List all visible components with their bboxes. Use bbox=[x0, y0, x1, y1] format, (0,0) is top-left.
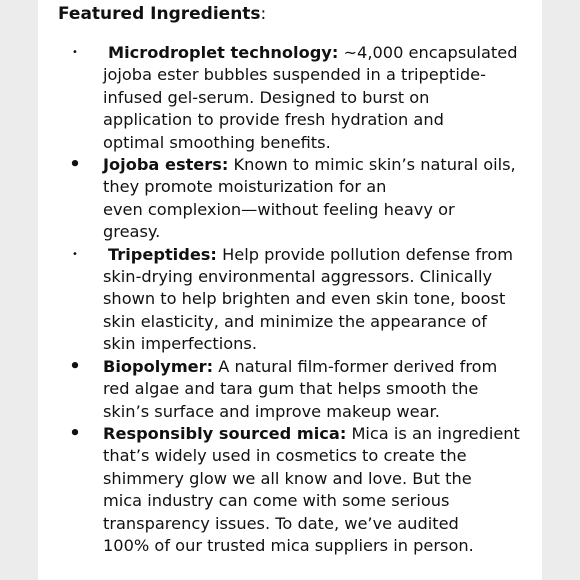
ingredient-line: mica industry can come with some serious bbox=[103, 491, 450, 511]
section-heading-colon: : bbox=[260, 4, 267, 24]
ingredient-line: skin’s surface and improve makeup wear. bbox=[103, 401, 440, 421]
ingredient-line: Responsibly sourced mica: Mica is an ingredient bbox=[103, 423, 520, 443]
bullet-icon: • bbox=[69, 154, 81, 176]
list-item bbox=[0, 154, 580, 244]
ingredient-line: they promote moisturization for an bbox=[103, 177, 387, 197]
ingredient-name: Jojoba esters: bbox=[103, 155, 229, 175]
ingredient-line: red algae and tara gum that helps smooth the bbox=[103, 379, 479, 399]
section-heading bbox=[58, 3, 266, 26]
ingredient-description bbox=[103, 356, 533, 423]
ingredient-description bbox=[103, 423, 533, 557]
bullet-icon: • bbox=[69, 422, 81, 444]
ingredient-line: transparency issues. To date, we’ve audited bbox=[103, 513, 459, 533]
ingredient-line: Biopolymer: A natural film-former derived from bbox=[103, 356, 498, 376]
list-item bbox=[0, 356, 580, 423]
ingredient-name: Tripeptides: bbox=[108, 244, 217, 264]
ingredient-line: application to provide fresh hydration and bbox=[103, 110, 444, 130]
ingredient-list bbox=[0, 42, 580, 557]
bullet-icon: • bbox=[72, 248, 78, 260]
list-item bbox=[0, 42, 580, 154]
ingredient-line: shown to help brighten and even skin tone, boost bbox=[103, 289, 506, 309]
ingredient-line: infused gel-serum. Designed to burst on bbox=[103, 87, 430, 107]
bullet-icon: • bbox=[72, 47, 78, 58]
ingredient-line: Tripeptides: Help provide pollution defense from bbox=[108, 244, 513, 264]
ingredient-description bbox=[103, 244, 533, 356]
list-item bbox=[0, 423, 580, 557]
ingredient-line: even complexion—without feeling heavy or bbox=[103, 199, 455, 219]
ingredient-line: skin-drying environmental aggressors. Clinically bbox=[103, 267, 493, 287]
ingredient-line: skin imperfections. bbox=[103, 334, 258, 354]
ingredient-line: greasy. bbox=[103, 222, 161, 242]
ingredient-line: Microdroplet technology: ~4,000 encapsulated bbox=[108, 43, 518, 62]
ingredient-line: skin elasticity, and minimize the appearance of bbox=[103, 311, 487, 331]
section-heading-title: Featured Ingredients bbox=[58, 4, 261, 24]
bullet-icon: • bbox=[69, 355, 81, 377]
list-item bbox=[0, 244, 580, 356]
ingredient-description bbox=[103, 154, 533, 244]
ingredient-line: jojoba ester bubbles suspended in a tripeptide- bbox=[103, 65, 486, 85]
ingredient-line: optimal smoothing benefits. bbox=[103, 132, 331, 152]
ingredient-line: shimmery glow we all know and love. But the bbox=[103, 468, 472, 488]
ingredient-name: Responsibly sourced mica: bbox=[103, 423, 347, 443]
ingredient-name: Microdroplet technology: bbox=[108, 43, 339, 62]
ingredient-line: 100% of our trusted mica suppliers in person. bbox=[103, 535, 474, 555]
ingredient-description bbox=[103, 42, 533, 154]
ingredient-name: Biopolymer: bbox=[103, 356, 214, 376]
ingredient-line: that’s widely used in cosmetics to create the bbox=[103, 446, 467, 466]
ingredient-line: Jojoba esters: Known to mimic skin’s natural oils, bbox=[103, 155, 516, 175]
